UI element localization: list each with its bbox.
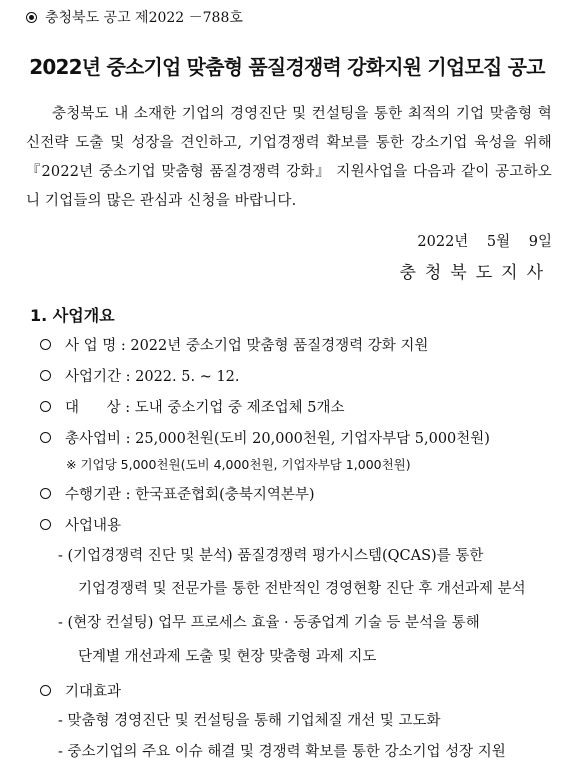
circle-bullet-icon: [40, 339, 51, 350]
project-target: 대 상 : 도내 중소기업 중 제조업체 5개소: [65, 400, 345, 416]
announcement-date: [417, 230, 552, 251]
project-agency: 수행기관 : 한국표준협회(충북지역본부): [65, 487, 315, 503]
content-line: - (기업경쟁력 진단 및 분석) 품질경쟁력 평가시스템(QCAS)를 통한: [58, 548, 484, 564]
notice-number: [26, 7, 243, 27]
circle-bullet-icon: [40, 370, 51, 381]
page-title: 2022년 중소기업 맞춤형 품질경쟁력 강화지원 기업모집 공고: [29, 55, 545, 79]
content-line: 기업경쟁력 및 전문가를 통한 전반적인 경영현황 진단 후 개선과제 분석: [78, 581, 526, 597]
list-item: [40, 514, 121, 535]
project-name: 사 업 명 : 2022년 중소기업 맞춤형 품질경쟁력 강화 지원: [65, 338, 429, 354]
date-year: 2022년: [417, 234, 469, 250]
date-day: 9일: [528, 234, 552, 250]
effect-line: - 맞춤형 경영진단 및 컨설팅을 통해 기업체질 개선 및 고도화: [58, 713, 441, 729]
list-item: [40, 396, 345, 417]
circle-bullet-icon: [40, 432, 51, 443]
list-item: [40, 334, 428, 355]
budget-note: ※ 기업당 5,000천원(도비 4,000천원, 기업자부담 1,000천원): [66, 457, 411, 472]
list-item: [40, 483, 315, 504]
date-month: 5월: [486, 234, 511, 250]
content-line: - (현장 컨설팅) 업무 프로세스 효율 · 동종업계 기술 등 분석을 통해: [58, 615, 480, 631]
bullseye-icon: [26, 12, 37, 23]
section-heading: 1. 사업개요: [30, 306, 115, 325]
list-item: [40, 365, 240, 386]
list-item: [40, 680, 121, 701]
circle-bullet-icon: [40, 488, 51, 499]
circle-bullet-icon: [40, 685, 51, 696]
effect-line: - 중소기업의 주요 이슈 해결 및 경쟁력 확보를 통한 강소기업 성장 지원: [58, 744, 506, 760]
content-label: 사업내용: [65, 518, 122, 534]
project-budget: 총사업비 : 25,000천원(도비 20,000천원, 기업자부담 5,000천원): [65, 431, 490, 447]
list-item: [40, 427, 490, 448]
intro-paragraph: 충청북도 내 소재한 기업의 경영진단 및 컨설팅을 통한 최적의 기업 맞춤형 혁신전략 도출 및 성장을 견인하고, 기업경쟁력 확보를 통한 강소기업 육성을 위해 『2022년 중소기업 맞춤형 품질경쟁력 강화』 지원사업을 다음과 같이 공고하오니 기업들의 많은 관심과 신청을 바랍니다.: [26, 106, 552, 209]
circle-bullet-icon: [40, 519, 51, 530]
notice-number-text: 충청북도 공고 제2022 －788호: [45, 10, 243, 26]
project-period: 사업기간 : 2022. 5. ~ 12.: [65, 369, 240, 385]
content-line: 단계별 개선과제 도출 및 현장 맞춤형 과제 지도: [78, 649, 377, 665]
issuer-name: 충청북도지사: [399, 263, 552, 283]
circle-bullet-icon: [40, 401, 51, 412]
effect-label: 기대효과: [65, 684, 122, 700]
